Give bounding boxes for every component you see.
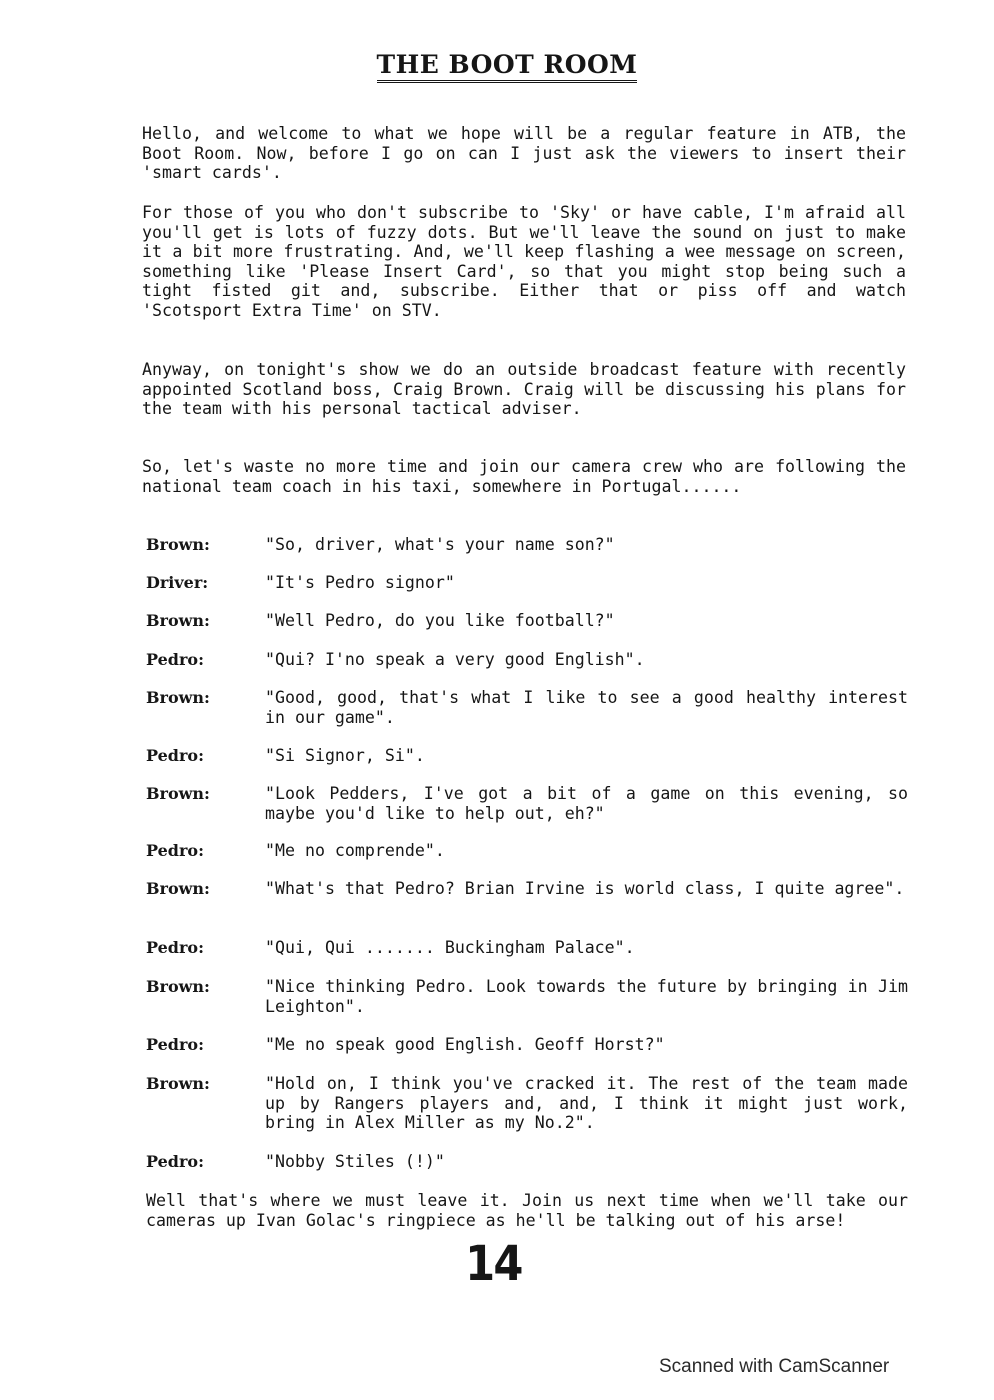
dialogue-text: "Si Signor, Si". [265, 746, 425, 765]
dialogue-text: "What's that Pedro? Brian Irvine is world class, I quite agree". [265, 879, 905, 898]
closing-paragraph: Well that's where we must leave it. Join us next time when we'll take our cameras up Ivan Golac's ringpiece as he'll be talking out of his arse! [146, 1191, 908, 1230]
dialogue-text: "Me no speak good English. Geoff Horst?" [265, 1035, 665, 1054]
dialogue-text: "Qui, Qui ....... Buckingham Palace". [265, 938, 635, 957]
speaker-name: Brown: [146, 784, 210, 803]
dialogue-text: "Qui? I'no speak a very good English". [265, 650, 645, 669]
speaker-name: Brown: [146, 977, 210, 996]
page-number: 14 [465, 1236, 522, 1292]
speaker-name: Brown: [146, 611, 210, 630]
speaker-name: Brown: [146, 688, 210, 707]
dialogue-text: "Good, good, that's what I like to see a good healthy interest in our game". [265, 688, 908, 727]
dialogue-text: "Hold on, I think you've cracked it. The rest of the team made up by Rangers players and, and, I think it might just work, bring in Alex Miller as my No.2". [265, 1074, 908, 1133]
speaker-name: Pedro: [146, 938, 204, 957]
intro-paragraph: Hello, and welcome to what we hope will be a regular feature in ATB, the Boot Room. Now, before I go on can I just ask the viewers to insert their 'smart cards'. [142, 124, 906, 183]
intro-paragraph: Anyway, on tonight's show we do an outside broadcast feature with recently appointed Scotland boss, Craig Brown. Craig will be discussing his plans for the team with his personal tactical adviser. [142, 360, 906, 419]
dialogue-text: "Me no comprende". [265, 841, 445, 860]
intro-paragraph: For those of you who don't subscribe to 'Sky' or have cable, I'm afraid all you'll get is lots of fuzzy dots. But we'll leave the sound on just to make it a bit more frustrating. And, we'll keep flashing a wee message on screen, something like 'Please Insert Card', so that you might stop being such a tight fisted git and, subscribe. Either that or piss off and watch 'Scotsport Extra Time' on STV. [142, 203, 906, 320]
dialogue-text: "So, driver, what's your name son?" [265, 535, 615, 554]
page-title-text: THE BOOT ROOM [377, 50, 638, 83]
dialogue-text: "Nice thinking Pedro. Look towards the future by bringing in Jim Leighton". [265, 977, 908, 1016]
speaker-name: Driver: [146, 573, 209, 592]
page-title [0, 50, 994, 79]
scanner-watermark: Scanned with CamScanner [659, 1356, 890, 1377]
dialogue-text: "It's Pedro signor" [265, 573, 455, 592]
dialogue-text: "Nobby Stiles (!)" [265, 1152, 445, 1171]
speaker-name: Brown: [146, 879, 210, 898]
dialogue-text: "Look Pedders, I've got a bit of a game on this evening, so maybe you'd like to help out, eh?" [265, 784, 908, 823]
speaker-name: Pedro: [146, 841, 204, 860]
dialogue-text: "Well Pedro, do you like football?" [265, 611, 615, 630]
intro-paragraph: So, let's waste no more time and join our camera crew who are following the national team coach in his taxi, somewhere in Portugal...... [142, 457, 906, 496]
speaker-name: Pedro: [146, 1152, 204, 1171]
speaker-name: Brown: [146, 535, 210, 554]
speaker-name: Pedro: [146, 650, 204, 669]
speaker-name: Pedro: [146, 1035, 204, 1054]
speaker-name: Pedro: [146, 746, 204, 765]
speaker-name: Brown: [146, 1074, 210, 1093]
